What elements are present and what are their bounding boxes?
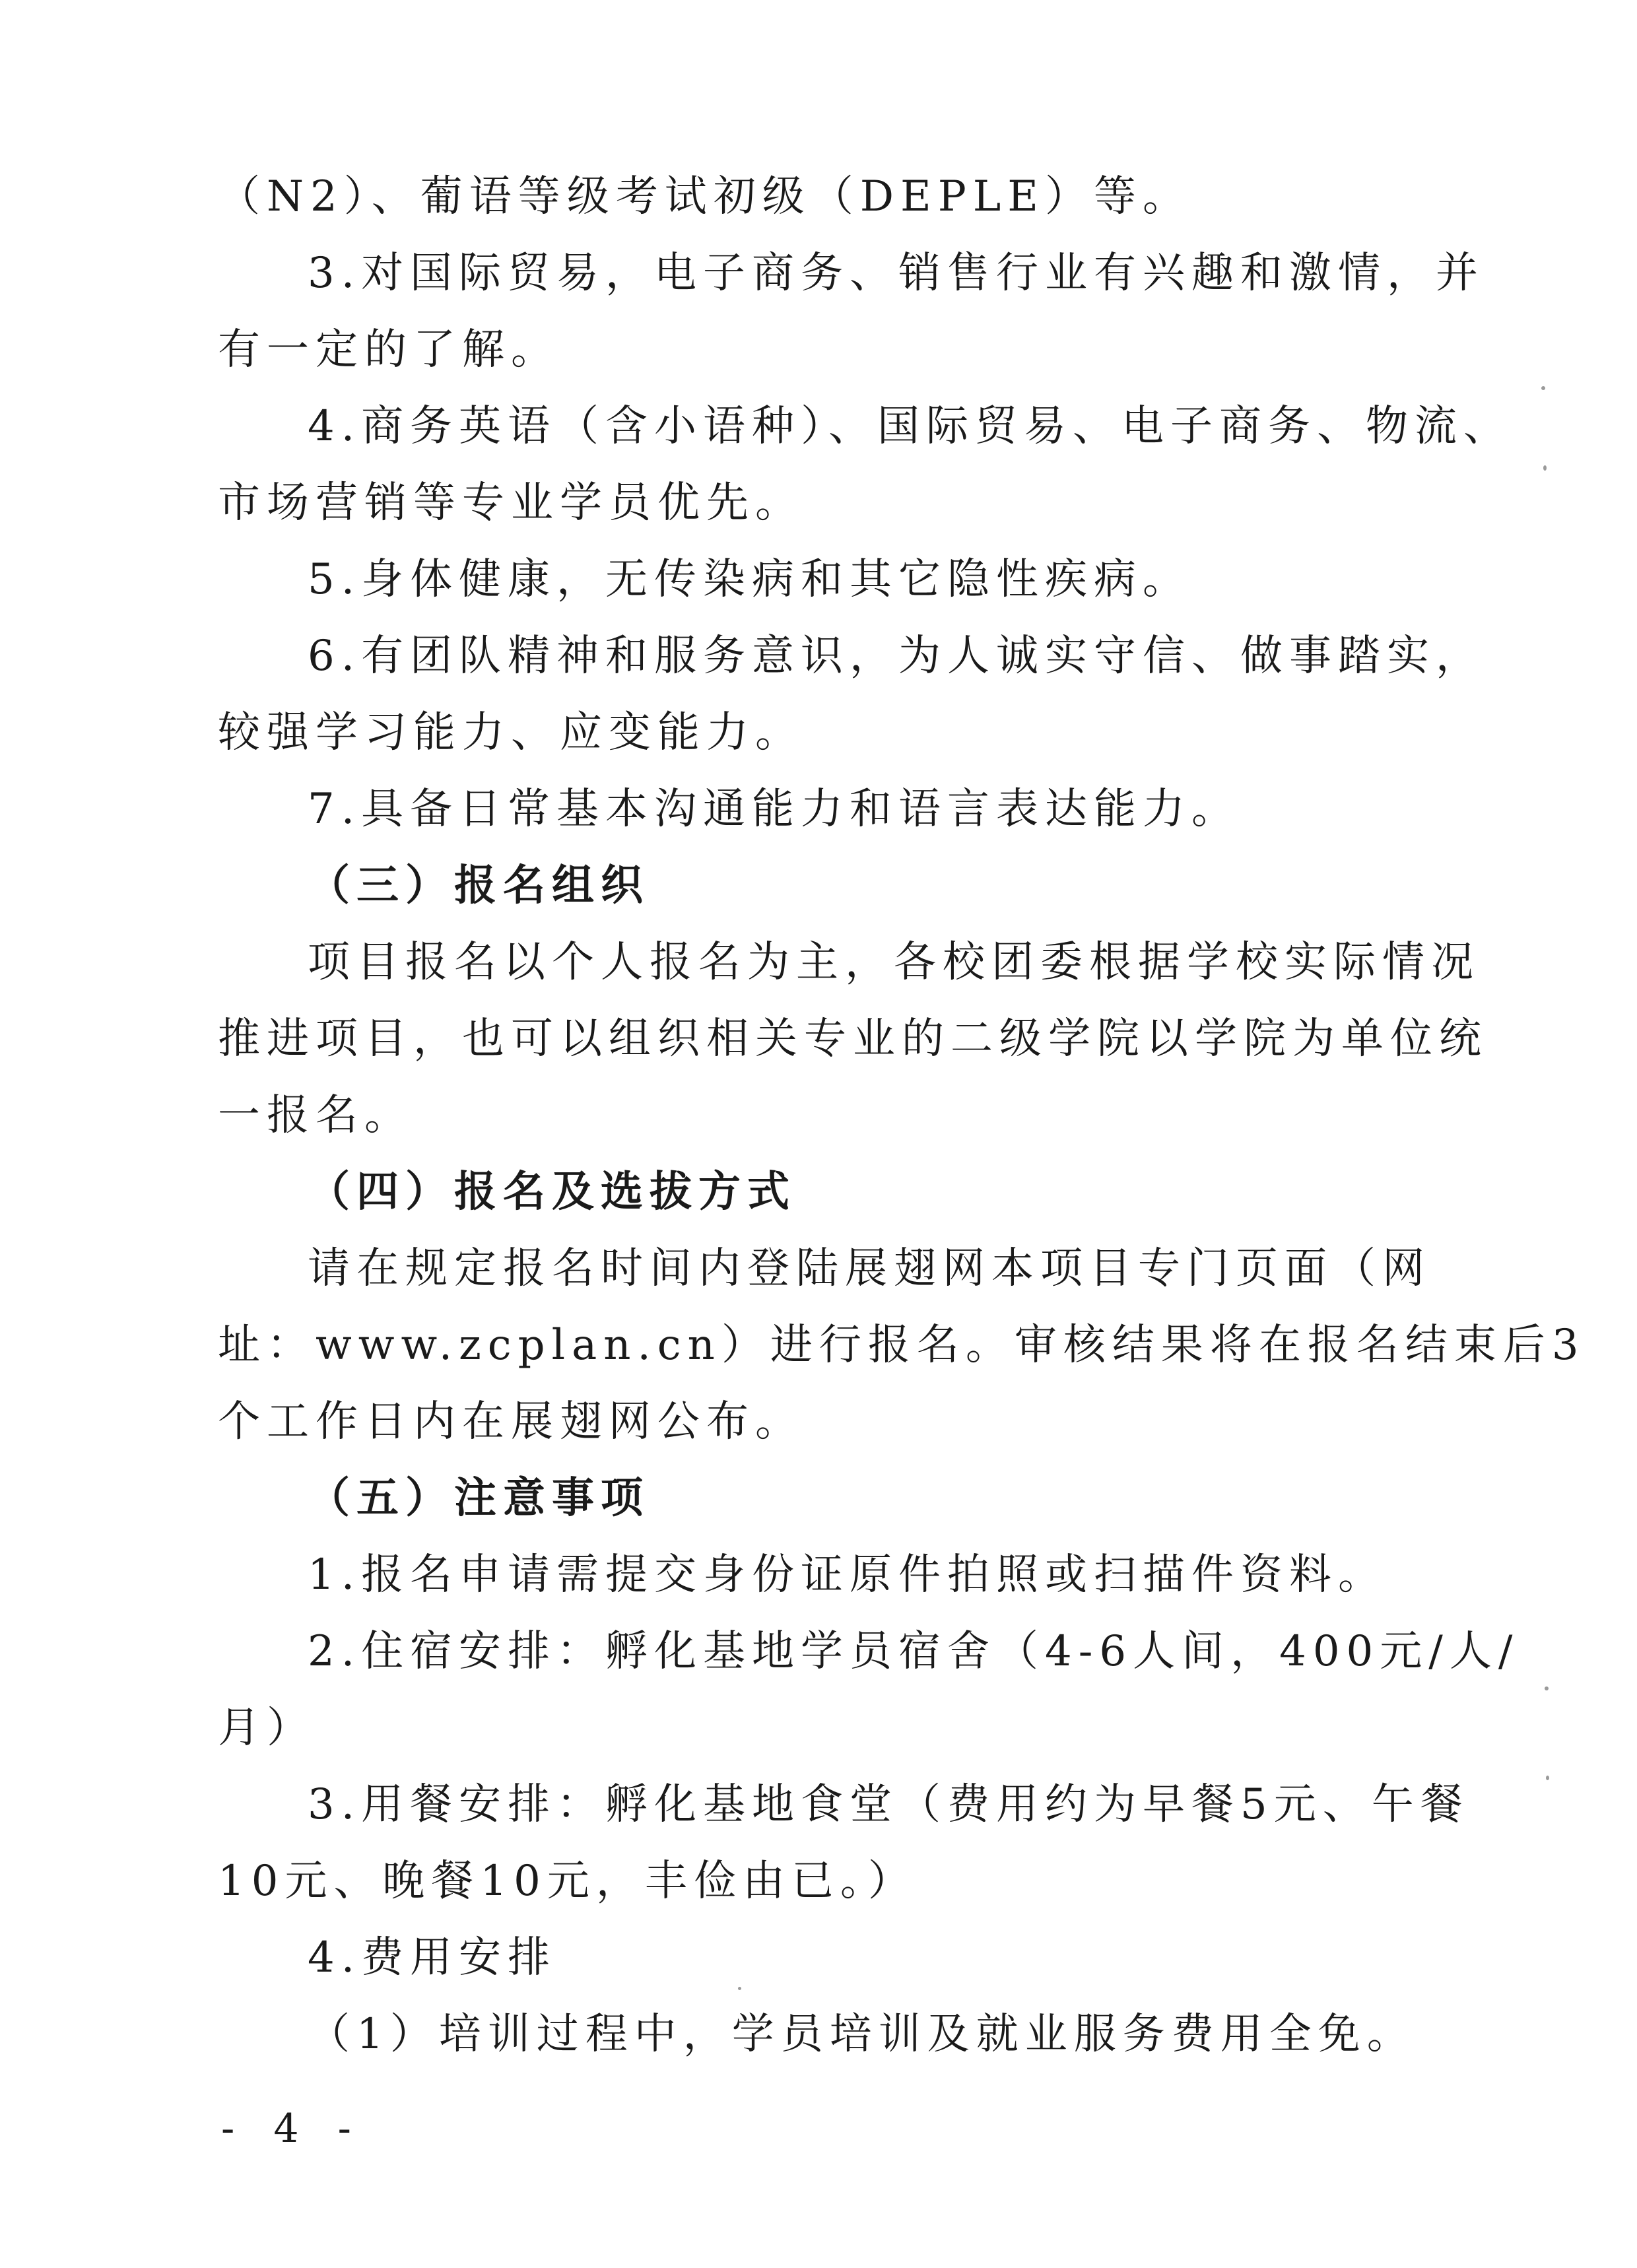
text-line-1: （N2）、葡语等级考试初级（DEPLE）等。 (218, 172, 1192, 221)
text-line-9: 7.具备日常基本沟通能力和语言表达能力。 (308, 785, 1241, 834)
text-line-8: 较强学习能力、应变能力。 (218, 708, 804, 757)
section-heading-4: （四）报名及选拔方式 (308, 1167, 796, 1217)
text-line-21: 月） (218, 1704, 316, 1752)
scan-speck (1545, 1686, 1549, 1690)
section-heading-3: （三）报名组织 (308, 861, 650, 910)
text-line-12: 推进项目，也可以组织相关专业的二级学院以学院为单位统 (218, 1015, 1488, 1063)
text-line-2: 3.对国际贸易，电子商务、销售行业有兴趣和激情，并 (308, 249, 1485, 298)
text-line-17: 个工作日内在展翅网公布。 (218, 1397, 804, 1446)
section-heading-5: （五）注意事项 (308, 1473, 650, 1523)
scan-speck (1541, 386, 1545, 390)
text-line-4: 4.商务英语（含小语种）、国际贸易、电子商务、物流、 (308, 402, 1513, 451)
text-line-22: 3.用餐安排：孵化基地食堂（费用约为早餐5元、午餐 (308, 1780, 1469, 1829)
text-line-23: 10元、晚餐10元，丰俭由已。） (218, 1857, 917, 1906)
text-line-13: 一报名。 (218, 1091, 413, 1140)
text-line-5: 市场营销等专业学员优先。 (218, 479, 804, 527)
page-number: - 4 - (221, 2106, 364, 2152)
text-line-16: 址：www.zcplan.cn）进行报名。审核结果将在报名结束后3 (218, 1321, 1586, 1370)
scan-speck (738, 1987, 741, 1990)
scan-speck (1543, 465, 1547, 471)
text-line-24: 4.费用安排 (308, 1933, 557, 1982)
text-line-15: 请在规定报名时间内登陆展翅网本项目专门页面（网 (308, 1244, 1431, 1293)
text-line-6: 5.身体健康，无传染病和其它隐性疾病。 (308, 555, 1192, 604)
scan-speck (1546, 1776, 1549, 1780)
text-line-3: 有一定的了解。 (218, 325, 560, 374)
text-line-11: 项目报名以个人报名为主，各校团委根据学校实际情况 (308, 938, 1480, 987)
text-line-20: 2.住宿安排：孵化基地学员宿舍（4-6人间，400元/人/ (308, 1627, 1520, 1676)
text-line-25: （1）培训过程中，学员培训及就业服务费用全免。 (308, 2010, 1416, 2059)
text-line-7: 6.有团队精神和服务意识，为人诚实守信、做事踏实， (308, 632, 1485, 681)
text-line-19: 1.报名申请需提交身份证原件拍照或扫描件资料。 (308, 1551, 1387, 1599)
